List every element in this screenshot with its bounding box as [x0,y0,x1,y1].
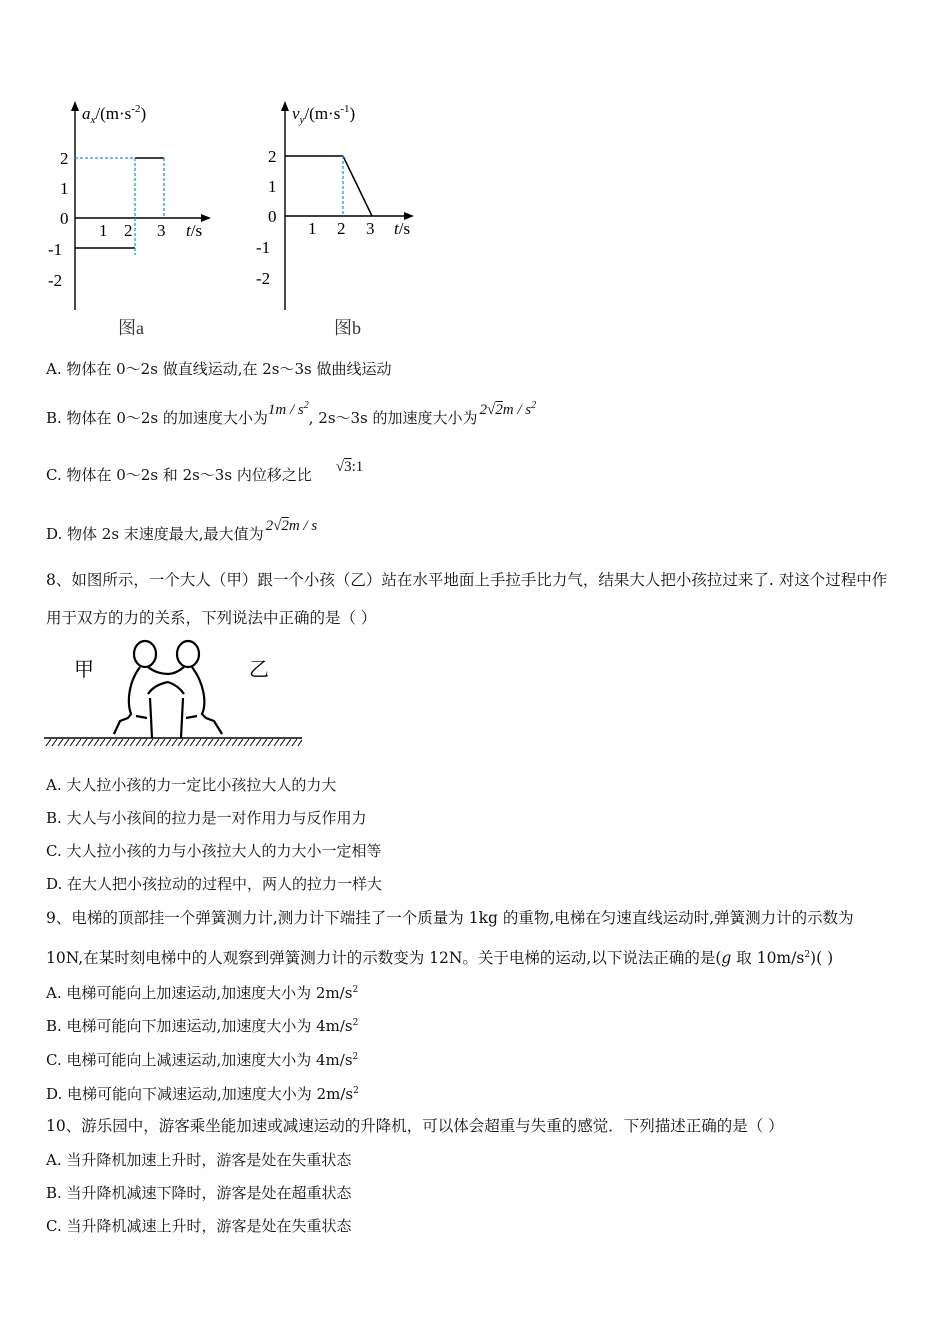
q7-option-b [46,400,537,429]
child-figure [168,641,222,738]
x-tick-label: 1 [99,221,108,240]
y-tick-label: -2 [48,271,63,290]
y-tick-label: 1 [268,177,277,196]
formula: $1m / s^2$ [267,400,309,418]
q8-option-d: D. 在大人把小孩拉动的过程中，两人的拉力一样大 [46,875,383,893]
q7-option-b-text2: , 2s～3s 的加速度大小为 [308,409,478,427]
q8-stem: 8、如图所示，一个大人（甲）跟一个小孩（乙）站在水平地面上手拉手比力气，结果大人把小孩拉过来了. 对这个过程中作 [46,571,888,589]
q10-option-c: C. 当升降机减速上升时，游客是处在失重状态 [46,1217,352,1235]
x-axis-label: t/s [394,219,411,238]
q7-option-b-text: B. 物体在 0～2s 的加速度大小为 [46,409,268,427]
x-axis-label: t/s [186,221,203,240]
y-tick-label: 1 [60,179,69,198]
x-tick-label: 3 [366,219,375,238]
q8-option-c: C. 大人拉小孩的力与小孩拉大人的力大小一定相等 [46,842,382,860]
label-yi: 乙 [249,659,269,681]
formula: $2√2m / s^2$ [479,400,537,418]
y-axis-label: $a_x/(m\cdot s^{-2})$ [82,103,147,126]
adult-figure [114,641,168,738]
q10-option-a: A. 当升降机加速上升时，游客是处在失重状态 [46,1151,352,1169]
q10-stem: 10、游乐园中，游客乘坐能加速或减速运动的升降机，可以体会超重与失重的感觉．下列描述正确的是（ ） [46,1117,784,1135]
formula: 2√2m / s [265,518,318,534]
q8-stem: 用于双方的力的关系，下列说法中正确的是（ ） [46,609,377,627]
q9-stem: 10N,在某时刻电梯中的人观察到弹簧测力计的示数变为 12N。关于电梯的运动,以下说法正确的是(g 取 $10m/s^2$)( ) [46,949,834,968]
x-tick-label: 2 [337,219,346,238]
y-tick-label: 0 [268,207,277,226]
q9-stem: 9、电梯的顶部挂一个弹簧测力计,测力计下端挂了一个质量为 1kg 的重物,电梯在匀速直线运动时,弹簧测力计的示数为 [46,909,854,927]
q7-option-d-text: D. 物体 2s 末速度最大,最大值为 [46,525,264,543]
y-tick-label: 2 [60,149,69,168]
q8-option-b: B. 大人与小孩间的拉力是一对作用力与反作用力 [46,809,367,827]
tug-figure [44,638,306,748]
q9-option-c: C. 电梯可能向上减速运动,加速度大小为 $4m/s^2$ [46,1051,359,1069]
data-segment [343,156,372,216]
ground-hatch [46,739,302,746]
x-tick-label: 2 [124,221,133,240]
figure-caption: 图a [118,318,144,338]
q8-option-a: A. 大人拉小孩的力一定比小孩拉大人的力大 [46,776,337,794]
q7-option-c-text: C. 物体在 0～2s 和 2s～3s 内位移之比 [46,466,312,484]
q9-option-a: A. 电梯可能向上加速运动,加速度大小为 $2m/s^2$ [46,984,359,1002]
graph-a [40,95,230,345]
x-tick-label: 3 [157,221,166,240]
x-tick-label: 1 [308,219,317,238]
label-jia: 甲 [74,659,94,681]
q9-option-b: B. 电梯可能向下加速运动,加速度大小为 $4m/s^2$ [46,1017,359,1035]
q9-option-d: D. 电梯可能向下减速运动,加速度大小为 $2m/s^2$ [46,1085,359,1103]
y-tick-label: -1 [48,240,63,259]
q7-option-d [46,518,318,545]
y-axis-label: $v_y/(m\cdot s^{-1})$ [292,103,356,126]
y-tick-label: -2 [256,269,271,288]
y-tick-label: -1 [256,238,271,257]
y-tick-label: 0 [60,209,69,228]
y-tick-label: 2 [268,147,277,166]
q7-option-a: A. 物体在 0～2s 做直线运动,在 2s～3s 做曲线运动 [46,360,392,378]
q7-option-c [46,459,364,486]
figure-caption: 图b [334,318,361,338]
formula: √3:1 [335,459,364,475]
graph-b [250,95,440,345]
q10-option-b: B. 当升降机减速下降时，游客是处在超重状态 [46,1184,352,1202]
